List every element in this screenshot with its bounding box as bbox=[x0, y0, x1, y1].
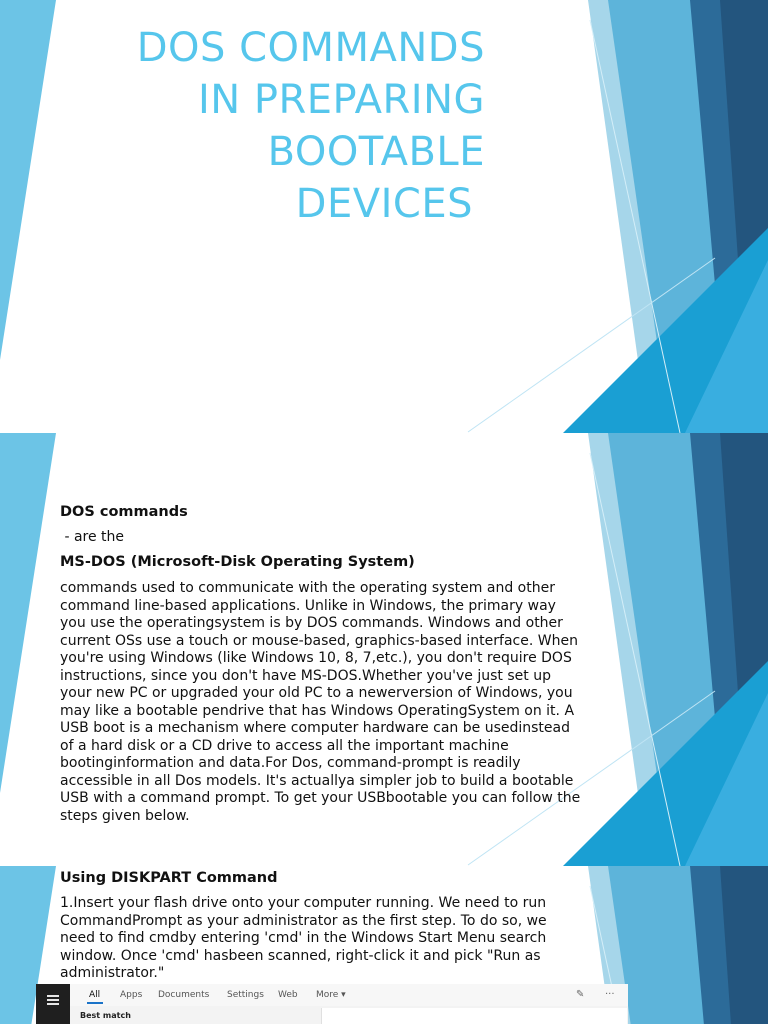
title-line-1: DOS COMMANDS bbox=[136, 25, 485, 71]
hamburger-menu-icon bbox=[47, 995, 59, 1007]
search-filter-bar bbox=[70, 984, 628, 1006]
filter-tab-settings: Settings bbox=[227, 990, 264, 1000]
definition-slide bbox=[0, 433, 768, 866]
section-subheading: - are the bbox=[60, 529, 125, 545]
title-line-4: DEVICES bbox=[295, 181, 473, 227]
filter-tab-all: All bbox=[89, 990, 101, 1000]
filter-tab-more: More ▾ bbox=[316, 990, 346, 1000]
active-tab-indicator bbox=[87, 1002, 103, 1004]
diskpart-heading: Using DISKPART Command bbox=[60, 870, 278, 886]
title-line-3: BOOTABLE bbox=[267, 129, 485, 175]
filter-tab-documents: Documents bbox=[158, 990, 210, 1000]
filter-tab-web: Web bbox=[278, 990, 298, 1000]
slide-title bbox=[90, 22, 485, 230]
start-menu-rail bbox=[36, 984, 70, 1024]
preview-pane bbox=[321, 1008, 627, 1024]
left-accent-strip bbox=[0, 0, 56, 360]
section-heading: DOS commands bbox=[60, 504, 188, 520]
start-menu-screenshot bbox=[36, 984, 628, 1024]
filter-tab-apps: Apps bbox=[120, 990, 143, 1000]
title-slide bbox=[0, 0, 768, 433]
title-line-2: IN PREPARING bbox=[197, 77, 485, 123]
left-accent-strip bbox=[0, 433, 56, 793]
best-match-label: Best match bbox=[80, 1011, 131, 1020]
more-options-icon: ··· bbox=[605, 989, 615, 1000]
feedback-icon: ✎ bbox=[576, 989, 585, 1000]
diskpart-step-paragraph: 1.Insert your flash drive onto your computer running. We need to run CommandPrompt as your administrator as the first step. To do so, we need to find cmdby entering 'cmd' in the Windows Start Menu search window. Once 'cmd' hasbeen scanned, right-click it and pick "Run as administrator." bbox=[60, 895, 547, 981]
definition-paragraph: commands used to communicate with the operating system and other command line-based applications. Unlike in Windows, the primary way you use the operatingsystem is by DOS commands. Windows and other current OSs use a touch or mouse-based, graphics-based interface. When you're using Windows (like Windows 10, 8, 7,etc.), you don't require DOS instructions, since you don't have MS-DOS.Whether you've just set up your new PC or upgraded your old PC to a newerversion of Windows, you may like a bootable pendrive that has Windows OperatingSystem on it. A USB boot is a mechanism where computer hardware can be usedinstead of a hard disk or a CD drive to access all the important machine bootinginformation and data.For Dos, command-prompt is readily accessible in all Dos models. It's actuallya simpler job to build a bootable USB with a command prompt. To get your USBbootable you can follow the steps given below. bbox=[60, 580, 581, 824]
diskpart-slide bbox=[0, 866, 768, 1024]
msdos-heading: MS-DOS (Microsoft-Disk Operating System) bbox=[60, 554, 415, 570]
